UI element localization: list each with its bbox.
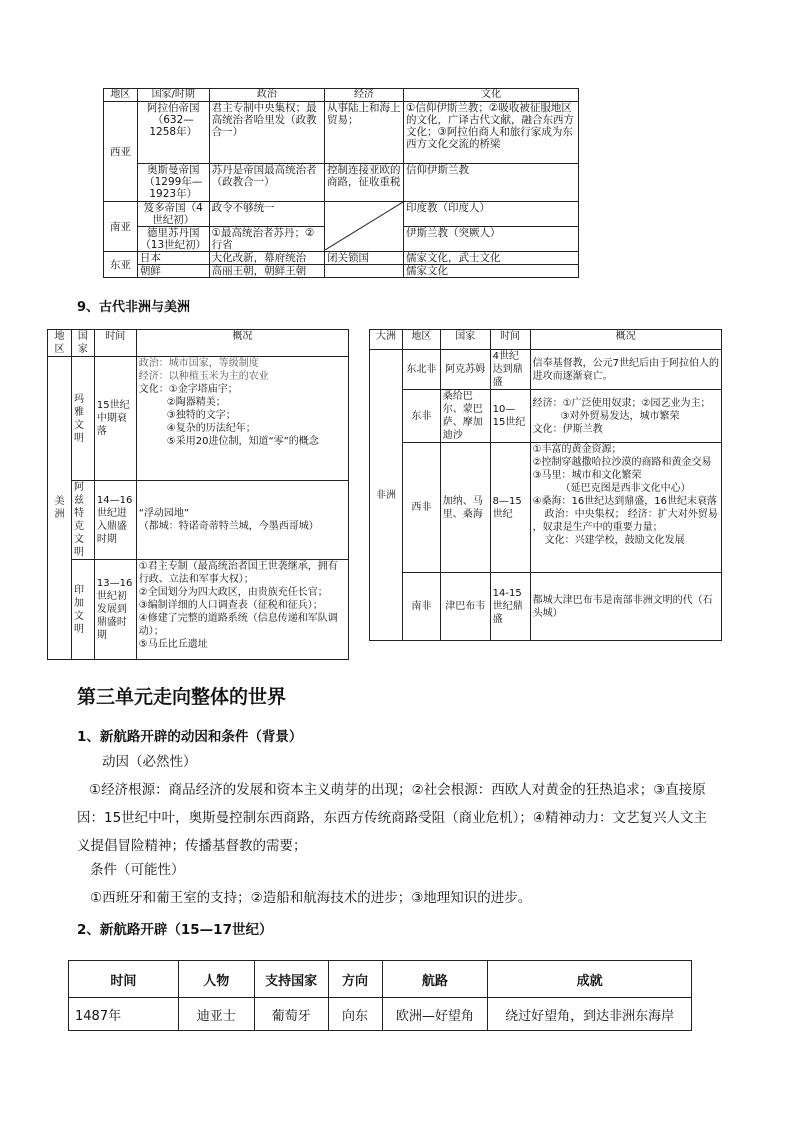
section-title: 2、新航路开辟（15—17世纪） xyxy=(77,922,273,938)
region-cell: 西非 xyxy=(402,443,440,573)
col-header: 地区 xyxy=(48,330,72,357)
col-header: 航路 xyxy=(382,961,488,998)
country-cell: 桑给巴尔、蒙巴萨、摩加迪沙 xyxy=(440,390,490,443)
economy-cell-diagonal xyxy=(325,202,404,252)
table-americas xyxy=(47,329,349,660)
time-cell: 4世纪达到鼎盛 xyxy=(490,350,530,390)
col-header: 时间 xyxy=(69,961,179,998)
col-header: 人物 xyxy=(178,961,254,998)
desc-line: 经济：以种植玉米为主的农业 xyxy=(138,371,269,382)
desc-line: ③独特的文字； xyxy=(166,410,236,421)
politics-cell: 大化改新，幕府统治 xyxy=(209,252,324,265)
desc-line: “浮动园地” xyxy=(138,508,190,519)
country-cell: 阿克苏姆 xyxy=(440,350,490,390)
continent-cell: 非洲 xyxy=(370,350,403,641)
culture-cell: ①信仰伊斯兰教；②吸收被征服地区的文化，广译古代文献，融合东西方文化；③阿拉伯商人和旅行家成为东西方文化交流的桥梁 xyxy=(404,102,579,164)
time-cell: 14—16世纪进入鼎盛时期 xyxy=(94,481,136,560)
col-header: 大洲 xyxy=(370,330,403,350)
country-cell: 朝鲜 xyxy=(137,265,209,278)
table-africa xyxy=(369,329,722,641)
country-cell: 印加文明 xyxy=(71,560,94,660)
col-header: 经济 xyxy=(325,89,404,102)
col-header: 成就 xyxy=(488,961,692,998)
politics-cell: ①最高统治者苏丹；②行省 xyxy=(209,227,324,252)
desc-line: 政治：中央集权； 经济：扩大对外贸易 xyxy=(544,509,718,520)
politics-cell: 政令不够统一 xyxy=(209,202,324,227)
desc-line: ②全国划分为四大政区，由贵族充任长官； xyxy=(138,587,328,598)
section-title: 1、新航路开辟的动因和条件（背景） xyxy=(77,729,303,745)
desc-cell xyxy=(530,443,721,573)
diagonal-line xyxy=(325,202,403,250)
region-cell: 东亚 xyxy=(104,252,138,278)
country-cell: 阿兹特克文明 xyxy=(71,481,94,560)
desc-cell xyxy=(136,357,348,481)
col-header: 方向 xyxy=(328,961,382,998)
motive-label: 动因（必然性） xyxy=(102,754,197,770)
desc-cell xyxy=(136,560,348,660)
desc-line: ③马里：城市和文化繁荣 xyxy=(532,470,642,481)
col-header: 时间 xyxy=(94,330,136,357)
desc-line: ④复杂的历法纪年； xyxy=(166,423,256,434)
desc-cell: 信奉基督教，公元7世纪后由于阿拉伯人的进攻而逐渐衰亡。 xyxy=(530,350,721,390)
culture-cell: 伊斯兰教（突厥人） xyxy=(404,227,579,252)
col-header: 政治 xyxy=(209,89,324,102)
region-cell: 西亚 xyxy=(104,102,138,202)
economy-cell xyxy=(325,265,404,278)
desc-line: ⑤采用20进位制，知道“零”的概念 xyxy=(166,436,319,447)
politics-cell: 君主专制中央集权；最高统治者哈里发（政教合一） xyxy=(209,102,324,164)
table-row xyxy=(69,998,692,1031)
table-cell: 绕过好望角，到达非洲东海岸 xyxy=(488,998,692,1031)
desc-line: ②陶器精美； xyxy=(166,397,226,408)
country-cell: 德里苏丹国（13世纪初） xyxy=(137,227,209,252)
col-header: 概况 xyxy=(136,330,348,357)
politics-cell: 苏丹是帝国最高统治者（政教合一） xyxy=(209,164,324,202)
economy-cell: 从事陆上和海上贸易； xyxy=(325,102,404,164)
table-west-south-east-asia xyxy=(103,88,579,278)
desc-line: （都城：特诺奇蒂特兰城，今墨西哥城） xyxy=(138,521,319,532)
col-header: 时间 xyxy=(490,330,530,350)
motive-paragraph: ①经济根源：商品经济的发展和资本主义萌芽的出现；②社会根源：西欧人对黄金的狂热追求；③直接原因：15世纪中叶，奥斯曼控制东西商路，东西方传统商路受阻（商业危机）；④精神动力：文艺复兴人文主义提倡冒险精神；传播基督教的需要； xyxy=(77,782,708,854)
desc-line: ③对外贸易发达，城市繁荣 xyxy=(560,410,680,422)
time-cell: 14-15世纪鼎盛 xyxy=(490,573,530,641)
desc-line: ①君主专制（最高统治者国王世袭继承，拥有行政、立法和军事大权）； xyxy=(138,561,338,585)
table-cell: 葡萄牙 xyxy=(254,998,328,1031)
country-cell: 奥斯曼帝国（1299年—1923年） xyxy=(137,164,209,202)
country-cell: 津巴布韦 xyxy=(440,573,490,641)
desc-line: 文化：兴建学校，鼓励文化发展 xyxy=(544,535,685,546)
region-cell: 东北非 xyxy=(402,350,440,390)
col-header: 国家 xyxy=(71,330,94,357)
economy-cell: 闭关锁国 xyxy=(325,252,404,265)
desc-line: 文化：伊斯兰教 xyxy=(532,423,603,435)
desc-line: （延巴克图是西非文化中心） xyxy=(560,483,691,494)
region-cell: 南非 xyxy=(402,573,440,641)
col-header: 文化 xyxy=(404,89,579,102)
time-cell: 8—15世纪 xyxy=(490,443,530,573)
region-cell: 南亚 xyxy=(104,202,138,252)
col-header: 地区 xyxy=(402,330,440,350)
country-cell: 加纳、马里、桑海 xyxy=(440,443,490,573)
table-new-sea-routes xyxy=(68,960,692,1031)
section-heading: 9、古代非洲与美洲 xyxy=(77,300,191,315)
col-header: 国家 xyxy=(440,330,490,350)
table-cell: 迪亚士 xyxy=(178,998,254,1031)
desc-cell xyxy=(136,481,348,560)
col-header: 概况 xyxy=(530,330,721,350)
time-cell: 10—15世纪 xyxy=(490,390,530,443)
unit-title: 第三单元走向整体的世界 xyxy=(77,686,287,708)
desc-line: ③编制详细的人口调查表（征税和征兵）； xyxy=(138,600,323,611)
desc-line: 政治：城市国家，等级制度 xyxy=(138,358,259,369)
desc-line: ④桑海：16世纪达到鼎盛，16世纪末衰落 xyxy=(532,496,717,507)
region-cell: 东非 xyxy=(402,390,440,443)
table-cell: 向东 xyxy=(328,998,382,1031)
desc-line: ，奴隶是生产中的重要力量； xyxy=(532,522,663,533)
country-cell: 笈多帝国（4世纪初） xyxy=(137,202,209,227)
region-cell: 美洲 xyxy=(48,357,72,660)
country-cell: 阿拉伯帝国（632—1258年） xyxy=(137,102,209,164)
politics-cell: 高丽王朝，朝鲜王朝 xyxy=(209,265,324,278)
col-header: 国家/时期 xyxy=(137,89,209,102)
desc-cell xyxy=(530,390,721,443)
desc-line: ⑤马丘比丘遗址 xyxy=(138,639,208,650)
desc-line: ①丰富的黄金资源； xyxy=(532,444,622,455)
desc-line: 经济：①广泛使用奴隶；②园艺业为主； xyxy=(532,397,711,409)
table-cell: 欧洲—好望角 xyxy=(382,998,488,1031)
time-cell: 15世纪中期衰落 xyxy=(94,357,136,481)
country-cell: 玛雅文明 xyxy=(71,357,94,481)
culture-cell: 儒家文化 xyxy=(404,265,579,278)
culture-cell: 印度教（印度人） xyxy=(404,202,579,227)
condition-label: 条件（可能性） xyxy=(90,862,185,878)
condition-paragraph: ①西班牙和葡王室的支持；②造船和航海技术的进步；③地理知识的进步。 xyxy=(90,890,532,906)
culture-cell: 儒家文化，武士文化 xyxy=(404,252,579,265)
table-cell: 1487年 xyxy=(69,998,179,1031)
culture-cell: 信仰伊斯兰教 xyxy=(404,164,579,202)
col-header: 支持国家 xyxy=(254,961,328,998)
desc-cell: 都城大津巴布韦是南部非洲文明的代（石头城） xyxy=(530,573,721,641)
desc-line: 文化：①金字塔庙宇； xyxy=(138,384,238,395)
country-cell: 日本 xyxy=(137,252,209,265)
desc-line: ②控制穿越撒哈拉沙漠的商路和黄金交易 xyxy=(532,457,712,468)
time-cell: 13—16世纪初发展到鼎盛时期 xyxy=(94,560,136,660)
desc-line: ④修建了完整的道路系统（信息传递和军队调动）； xyxy=(138,613,338,637)
economy-cell: 控制连接亚欧的商路，征收重税 xyxy=(325,164,404,202)
col-header: 地区 xyxy=(104,89,138,102)
